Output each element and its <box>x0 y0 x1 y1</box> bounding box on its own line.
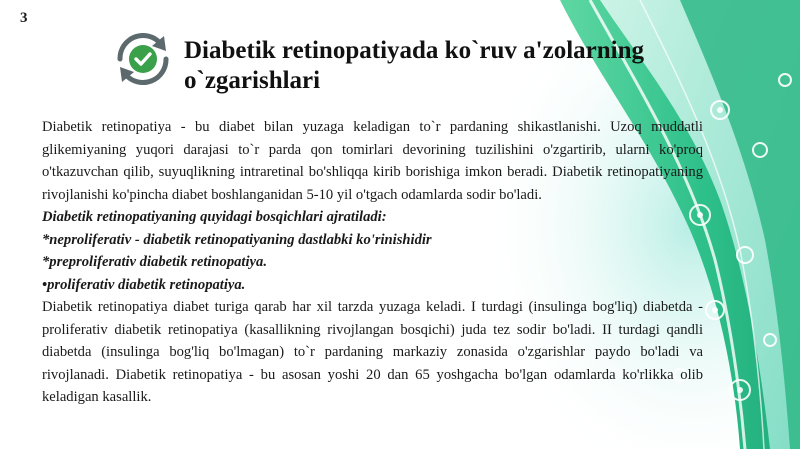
stages-heading: Diabetik retinopatiyaning quyidagi bosqichlari ajratiladi: <box>42 209 387 225</box>
diabetes-types-paragraph: Diabetik retinopatiya diabet turiga qarab har xil tarzda yuzaga keladi. I turdagi (insulinga bog'liq) diabetda - proliferativ diabetik retinopatiya (kasallikning rivojlangan bosqichi) juda tez sodir bo'ladi. II turdagi qandli diabetda (insulinga bog'liq bo'lmagan) to`r pardaning markaziy zonasida o'zgarishlar paydo bo'ladi va rivojlanadi. Diabetik retinopatiya - bu asosan yoshi 20 dan 65 yoshgacha bo'lgan odamlarda ko'rlikka olib keladigan kasallik. <box>42 299 703 405</box>
intro-paragraph: Diabetik retinopatiya - bu diabet bilan yuzaga keladigan to`r pardaning shikastlanishi. Uzoq muddatli glikemiyaning yuqori darajasi to`r parda qon tomirlari devorining tuzilishini o'zgartirib, ularni ko'proq o'tkazuvchan qilib, suyuqlikning intraretinal bo'shliqqa kirib borishiga imkon beradi. Diabetik retinopatiyaning rivojlanishi ko'pincha diabet boshlanganidan 5-10 yil o'tgach odamlarda sodir bo'ladi. <box>42 119 703 203</box>
stage-item-preproliferative: *preproliferativ diabetik retinopatiya. <box>42 254 267 270</box>
stage-item-nonproliferative: *neproliferativ - diabetik retinopatiyaning dastlabki ko'rinishidir <box>42 231 432 248</box>
slide-body <box>42 116 703 409</box>
refresh-check-icon <box>108 24 178 94</box>
page-number: 3 <box>20 10 28 26</box>
slide-title: Diabetik retinopatiyada ko`ruv a'zolarning o`zgarishlari <box>184 37 644 94</box>
stage-item-proliferative: •proliferativ diabetik retinopatiya. <box>42 276 246 293</box>
